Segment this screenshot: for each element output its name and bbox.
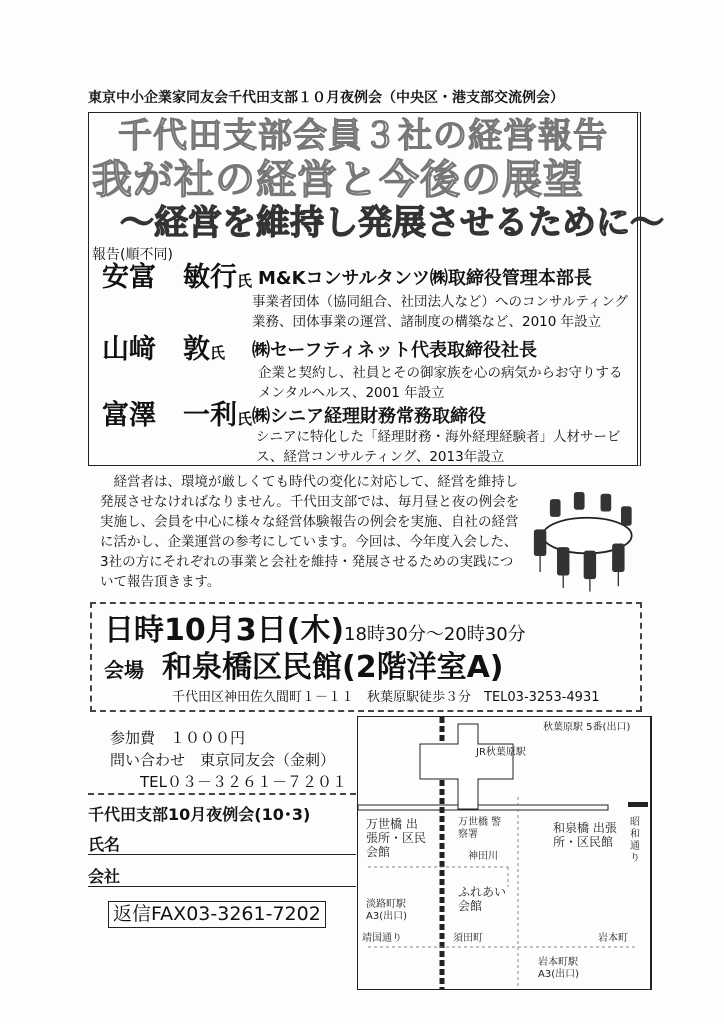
speaker-role: ㈱シニア経理財務常務取締役 — [252, 406, 486, 427]
fee: 参加費 １０００円 — [110, 729, 246, 747]
map-label: 淡路町駅 A3(出口) — [366, 899, 408, 922]
access-map — [357, 716, 652, 990]
speaker-role: ㈱セーフティネット代表取締役社長 — [252, 340, 537, 361]
speaker-name: 富澤 一利氏 — [102, 400, 253, 431]
map-label: 神田川 — [468, 851, 498, 862]
speaker-desc: シニアに特化した「経理財務・海外経理経験者」人材サービス、経営コンサルティング、2013年設立 — [256, 429, 621, 465]
speaker-role: M&Kコンサルタンツ㈱取締役管理本部長 — [258, 268, 592, 289]
title-line1: 千代田支部会員３社の経営報告 — [118, 116, 608, 156]
speaker-desc: 企業と契約し、社員とその御家族を心の病気からお守りするメンタルヘルス、2001 年設立 — [258, 365, 623, 401]
meeting-table-illustration — [525, 480, 645, 600]
speaker-name: 山﨑 敦氏 — [102, 334, 226, 365]
contact-tel: TEL０３－３２６１－７２０１ — [140, 773, 347, 791]
map-label: JR秋葉原駅 — [476, 747, 526, 758]
form-title: 千代田支部10月夜例会(10･3) — [88, 805, 311, 824]
event-datetime: 日時10月3日(木)18時30分～20時30分 — [104, 613, 526, 648]
map-label: 万世橋 警察署 — [458, 817, 502, 840]
speaker-desc: 事業者団体（協同組合、社団法人など）へのコンサルティング業務、団体事業の運営、諸制度の構築など、2010 年設立 — [252, 294, 628, 330]
map-label: 秋葉原駅 5番(出口) — [543, 722, 631, 733]
title-line2: 我が社の経営と今後の展望 — [92, 157, 584, 203]
map-label: 須田町 — [453, 933, 483, 944]
subtitle: ～経営を維持し発展させるために～ — [120, 203, 664, 243]
company-field[interactable]: 会社 — [88, 867, 356, 887]
event-header: 東京中小企業家同友会千代田支部１０月夜例会（中央区・港支部交流例会） — [88, 90, 564, 106]
name-field[interactable]: 氏名 — [88, 835, 356, 855]
reply-fax: 返信FAX03-3261-7202 — [108, 901, 326, 928]
map-label: 万世橋 出張所・区民会館 — [366, 817, 427, 859]
map-label: 岩本町 — [598, 933, 628, 944]
map-label: 岩本町駅 A3(出口) — [538, 957, 580, 980]
map-label: 靖国通り — [362, 933, 402, 944]
event-venue: 会場 和泉橋区民館(2階洋室A) — [104, 650, 504, 685]
intro-paragraph: 経営者は、環境が厳しくても時代の変化に対応して、経営を維持し発展させなければなりません。千代田支部では、毎月昼と夜の例会を実施し、会員を中心に様々な経営体験報告の例会を実施、自社の経営に活かし、企業運営の参考にしています。今回は、今年度入会した、3社の方にそれぞれの事業と会社を維持・発展させるための実践について報告頂きます。 — [100, 474, 520, 590]
venue-address: 千代田区神田佐久間町１－１１ 秋葉原駅徒歩３分 TEL03-3253-4931 — [172, 690, 600, 705]
speaker-name: 安富 敏行氏 — [102, 262, 253, 293]
cut-line — [88, 793, 356, 795]
report-label: 報告(順不同) — [92, 247, 173, 263]
contact: 問い合わせ 東京同友会（金刺） — [110, 751, 336, 769]
fee-contact — [110, 727, 347, 793]
map-label: ふれあい 会館 — [458, 885, 507, 913]
map-label: 昭和通り — [630, 817, 640, 864]
map-label: 和泉橋 出張所・区民館 — [553, 821, 617, 849]
